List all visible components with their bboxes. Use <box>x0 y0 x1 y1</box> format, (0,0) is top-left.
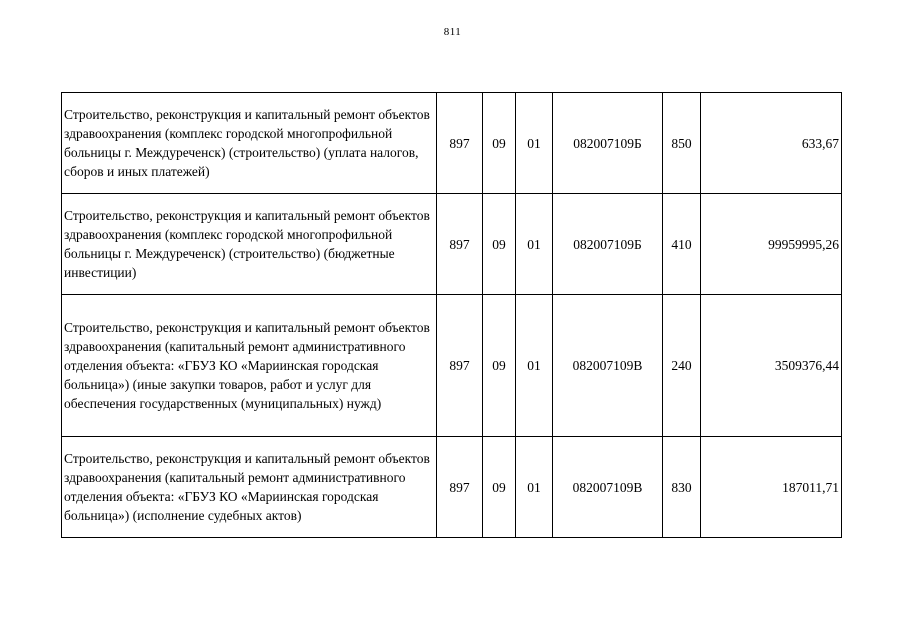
table-row <box>62 194 842 295</box>
row-expense-type: 240 <box>663 295 701 437</box>
row-description: Строительство, реконструкция и капитальный ремонт объектов здравоохранения (комплекс городской многопрофильной больницы г. Междуреченск) (строительство) (уплата налогов, сборов и иных платежей) <box>62 93 437 194</box>
row-expense-type: 410 <box>663 194 701 295</box>
row-subsection-code: 01 <box>516 295 553 437</box>
row-subsection-code: 01 <box>516 437 553 538</box>
page-number: 811 <box>443 26 462 38</box>
row-target-article: 082007109В <box>553 295 663 437</box>
row-section-code: 09 <box>483 437 516 538</box>
row-target-article: 082007109Б <box>553 93 663 194</box>
row-section-code: 09 <box>483 194 516 295</box>
row-target-article: 082007109В <box>553 437 663 538</box>
table-row <box>62 295 842 437</box>
row-subsection-code: 01 <box>516 93 553 194</box>
row-description: Строительство, реконструкция и капитальный ремонт объектов здравоохранения (капитальный ремонт административного отделения объекта: «ГБУЗ КО «Мариинская городская больница») (исполнение судебных актов) <box>62 437 437 538</box>
table-row <box>62 437 842 538</box>
row-amount: 187011,71 <box>701 437 842 538</box>
row-subsection-code: 01 <box>516 194 553 295</box>
row-amount: 633,67 <box>701 93 842 194</box>
budget-table <box>61 92 842 538</box>
row-expense-type: 850 <box>663 93 701 194</box>
row-description: Строительство, реконструкция и капитальный ремонт объектов здравоохранения (комплекс городской многопрофильной больницы г. Междуреченск) (строительство) (бюджетные инвестиции) <box>62 194 437 295</box>
row-amount: 3509376,44 <box>701 295 842 437</box>
row-description: Строительство, реконструкция и капитальный ремонт объектов здравоохранения (капитальный ремонт административного отделения объекта: «ГБУЗ КО «Мариинская городская больница») (иные закупки товаров, работ и услуг для обеспечения государственных (муниципальных) нужд) <box>62 295 437 437</box>
row-department-code: 897 <box>437 295 483 437</box>
row-department-code: 897 <box>437 437 483 538</box>
row-target-article: 082007109Б <box>553 194 663 295</box>
row-section-code: 09 <box>483 93 516 194</box>
row-department-code: 897 <box>437 194 483 295</box>
row-department-code: 897 <box>437 93 483 194</box>
row-expense-type: 830 <box>663 437 701 538</box>
table-row <box>62 93 842 194</box>
row-amount: 99959995,26 <box>701 194 842 295</box>
row-section-code: 09 <box>483 295 516 437</box>
